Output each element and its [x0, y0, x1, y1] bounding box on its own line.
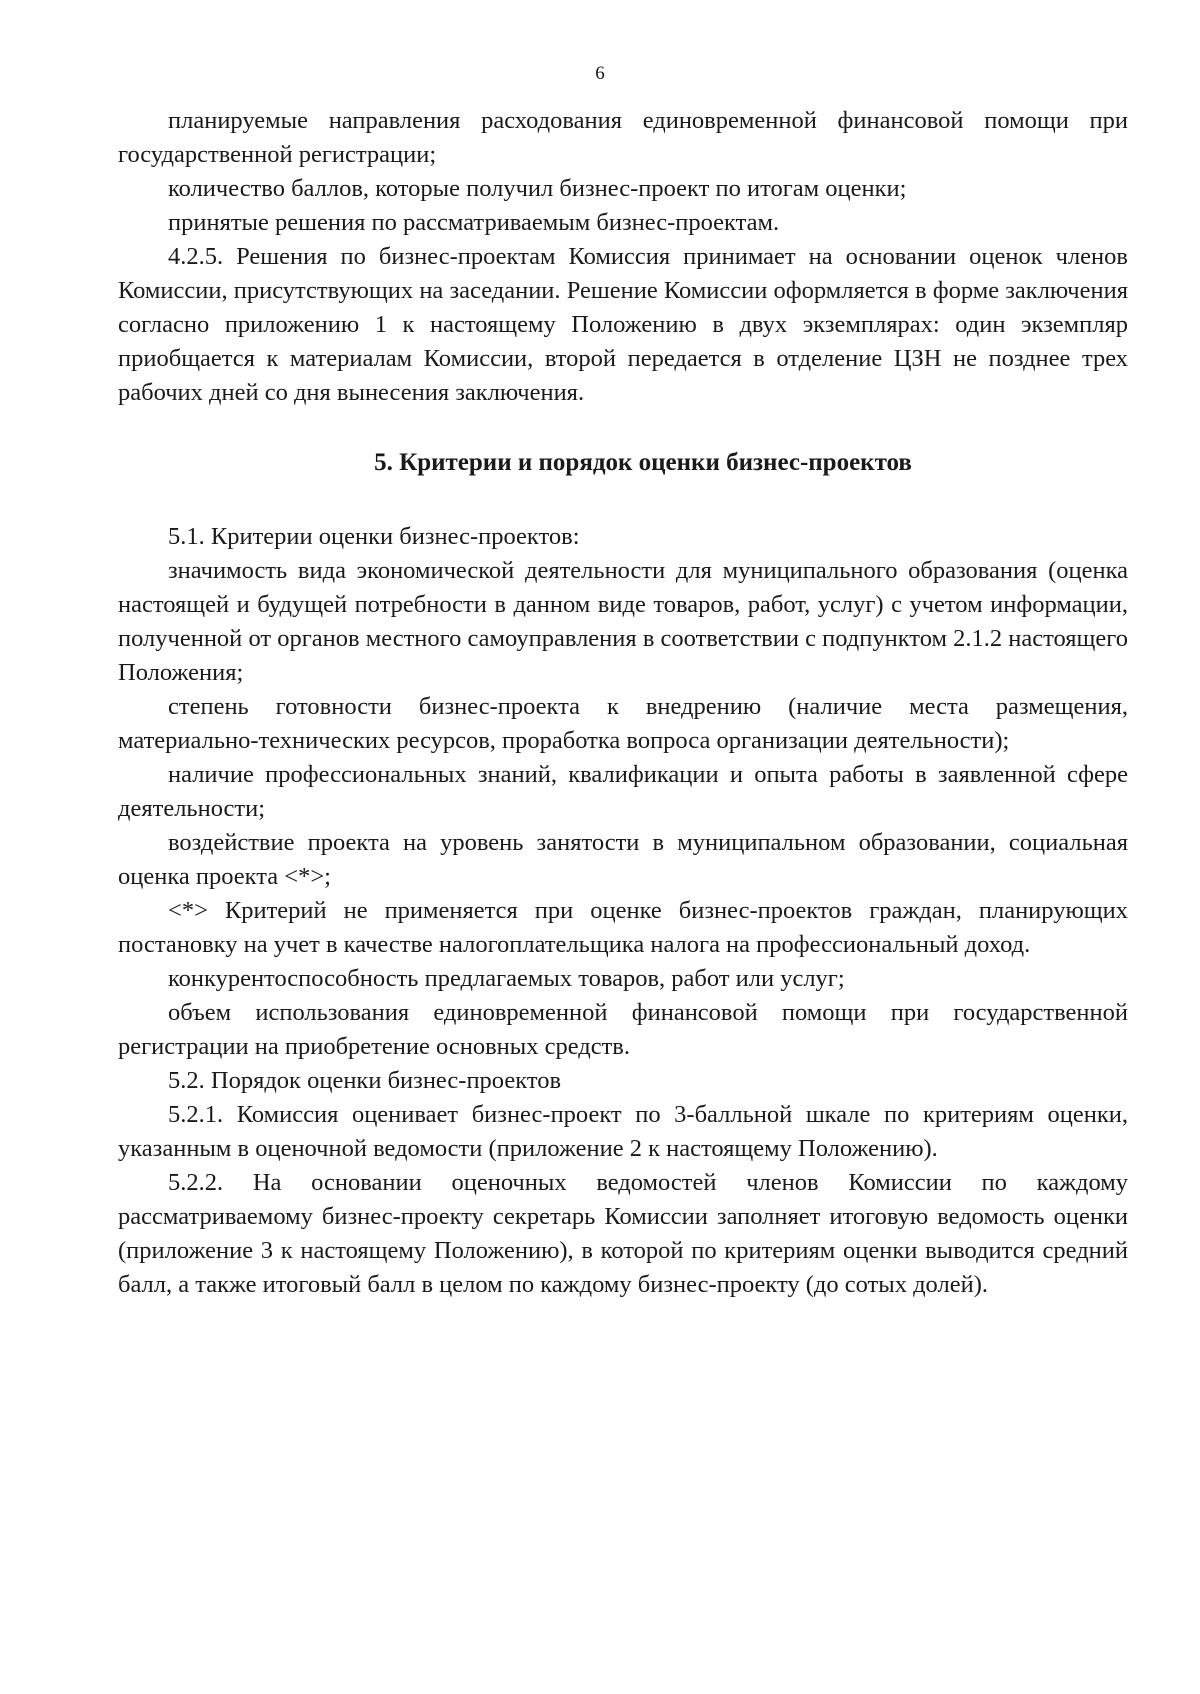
paragraph: конкурентоспособность предлагаемых товаров, работ или услуг; — [168, 965, 845, 992]
paragraph: 4.2.5. Решения по бизнес-проектам Комиссия принимает на основании оценок членов Комиссии, присутствующих на заседании. Решение Комиссии оформляется в форме заключения согласно приложению 1 к настоящему Положению в двух экземплярах: один экземпляр приобщается к материалам Комиссии, второй передается в отделение ЦЗН не позднее трех рабочих дней со дня вынесения заключения. — [118, 243, 1128, 406]
section-heading: 5. Критерии и порядок оценки бизнес-проектов — [374, 449, 912, 476]
paragraph: объем использования единовременной финансовой помощи при государственной регистрации на приобретение основных средств. — [118, 999, 1128, 1060]
paragraph: количество баллов, которые получил бизнес-проект по итогам оценки; — [168, 175, 907, 202]
spacer — [118, 410, 1128, 446]
spacer — [118, 480, 1128, 520]
paragraph: 5.1. Критерии оценки бизнес-проектов: — [168, 523, 580, 550]
footnote-paragraph: <*> Критерий не применяется при оценке бизнес-проектов граждан, планирующих постановку на учет в качестве налогоплательщика налога на профессиональный доход. — [118, 897, 1128, 958]
paragraph: 5.2.2. На основании оценочных ведомостей членов Комиссии по каждому рассматриваемому бизнес-проекту секретарь Комиссии заполняет итоговую ведомость оценки (приложение 3 к настоящему Положению), в которой по критериям оценки выводится средний балл, а также итоговый балл в целом по каждому бизнес-проекту (до сотых долей). — [118, 1169, 1128, 1298]
paragraph: принятые решения по рассматриваемым бизнес-проектам. — [168, 209, 780, 236]
paragraph: воздействие проекта на уровень занятости в муниципальном образовании, социальная оценка проекта <*>; — [118, 829, 1128, 890]
paragraph: 5.2.1. Комиссия оценивает бизнес-проект по 3-балльной шкале по критериям оценки, указанным в оценочной ведомости (приложение 2 к настоящему Положению). — [118, 1101, 1128, 1162]
paragraph: 5.2. Порядок оценки бизнес-проектов — [168, 1067, 562, 1094]
paragraph: значимость вида экономической деятельности для муниципального образования (оценка настоящей и будущей потребности в данном виде товаров, работ, услуг) с учетом информации, полученной от органов местного самоуправления в соответствии с подпунктом 2.1.2 настоящего Положения; — [118, 557, 1128, 686]
paragraph: степень готовности бизнес-проекта к внедрению (наличие места размещения, материально-технических ресурсов, проработка вопроса организации деятельности); — [118, 693, 1128, 754]
document-body — [118, 104, 1128, 1302]
page-number: 6 — [595, 63, 605, 84]
paragraph: планируемые направления расходования единовременной финансовой помощи при государственной регистрации; — [118, 107, 1128, 168]
paragraph: наличие профессиональных знаний, квалификации и опыта работы в заявленной сфере деятельности; — [118, 761, 1128, 822]
